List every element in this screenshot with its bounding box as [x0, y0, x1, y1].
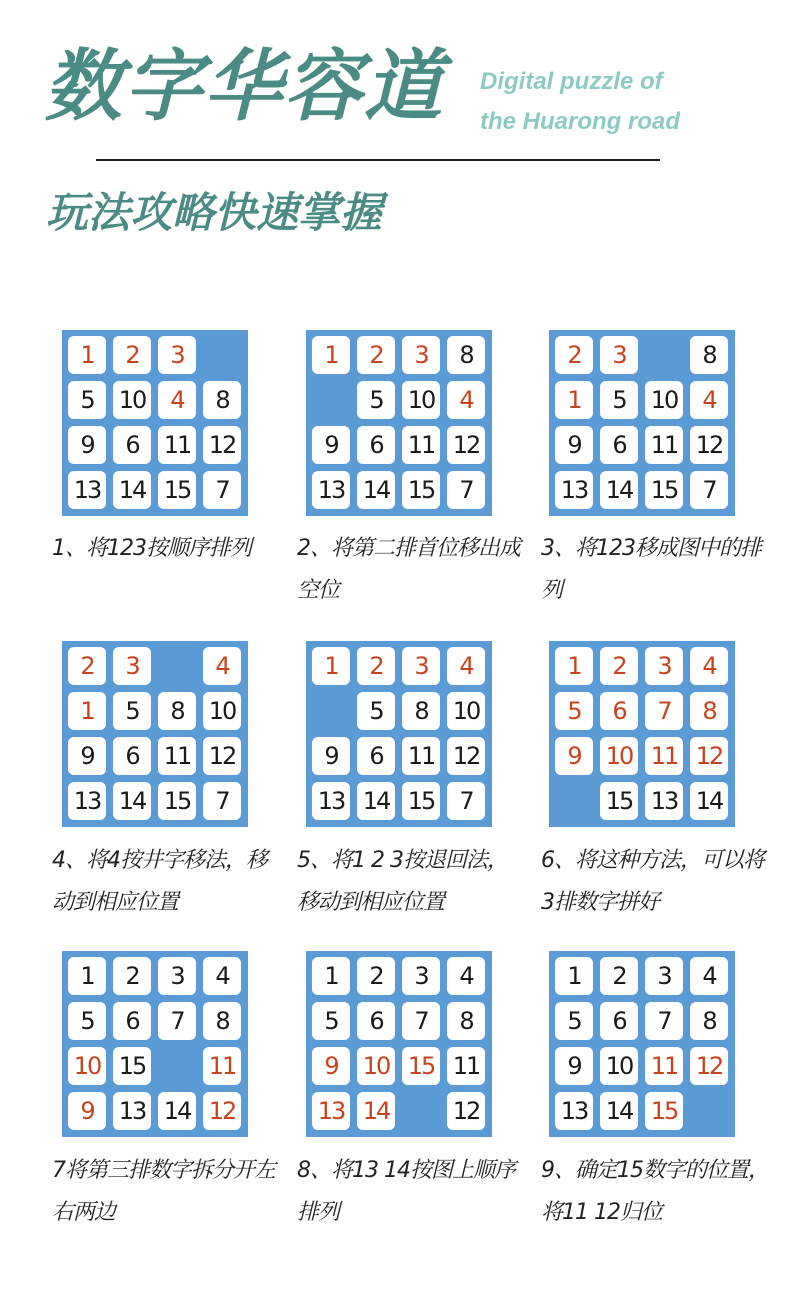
puzzle-tile: 12 — [690, 426, 728, 464]
puzzle-tile: 7 — [158, 1002, 196, 1040]
puzzle-tile: 6 — [357, 426, 395, 464]
puzzle-tile: 1 — [68, 692, 106, 730]
puzzle-tile: 9 — [312, 1047, 350, 1085]
step-caption-2: 2、将第二排首位移出成空位 — [297, 536, 520, 603]
puzzle-tile: 15 — [402, 471, 440, 509]
puzzle-tile: 4 — [158, 381, 196, 419]
puzzle-board-step-4 — [62, 641, 248, 827]
puzzle-tile: 2 — [68, 647, 106, 685]
puzzle-tile: 9 — [555, 737, 593, 775]
puzzle-tile: 10 — [600, 737, 638, 775]
puzzle-tile: 9 — [312, 737, 350, 775]
puzzle-tile: 3 — [645, 647, 683, 685]
puzzle-tile: 8 — [690, 336, 728, 374]
puzzle-tile: 3 — [402, 336, 440, 374]
step-caption-1: 1、将123按顺序排列 — [52, 536, 251, 561]
puzzle-tile: 1 — [555, 957, 593, 995]
puzzle-tile: 5 — [312, 1002, 350, 1040]
puzzle-tile: 3 — [158, 957, 196, 995]
puzzle-tile: 13 — [645, 782, 683, 820]
puzzle-board-step-8 — [306, 951, 492, 1137]
puzzle-tile: 11 — [645, 1047, 683, 1085]
puzzle-tile: 2 — [555, 336, 593, 374]
puzzle-tile: 6 — [600, 426, 638, 464]
puzzle-tile: 14 — [357, 471, 395, 509]
puzzle-tile: 12 — [690, 1047, 728, 1085]
step-caption-3: 3、将123移成图中的排列 — [541, 536, 761, 603]
puzzle-tile: 4 — [447, 647, 485, 685]
section-title: 玩法攻略快速掌握 — [46, 188, 383, 237]
puzzle-board-step-6 — [549, 641, 735, 827]
puzzle-tile: 5 — [555, 1002, 593, 1040]
step-caption-8: 8、将13 14按图上顺序排列 — [297, 1158, 515, 1225]
puzzle-tile: 1 — [68, 336, 106, 374]
puzzle-tile: 4 — [690, 381, 728, 419]
puzzle-tile: 5 — [68, 381, 106, 419]
puzzle-tile: 1 — [312, 647, 350, 685]
puzzle-tile: 8 — [690, 692, 728, 730]
puzzle-tile: 14 — [113, 471, 151, 509]
puzzle-tile: 13 — [312, 1092, 350, 1130]
puzzle-tile: 1 — [555, 647, 593, 685]
puzzle-tile: 11 — [203, 1047, 241, 1085]
puzzle-tile: 12 — [203, 426, 241, 464]
puzzle-tile: 14 — [357, 782, 395, 820]
puzzle-tile: 13 — [113, 1092, 151, 1130]
puzzle-tile: 6 — [357, 1002, 395, 1040]
puzzle-tile: 9 — [555, 1047, 593, 1085]
puzzle-tile: 4 — [690, 957, 728, 995]
puzzle-tile: 9 — [68, 1092, 106, 1130]
puzzle-tile: 5 — [555, 692, 593, 730]
puzzle-tile: 12 — [203, 1092, 241, 1130]
puzzle-tile: 13 — [555, 471, 593, 509]
puzzle-tile: 5 — [357, 692, 395, 730]
puzzle-tile: 12 — [203, 737, 241, 775]
puzzle-tile: 2 — [357, 647, 395, 685]
puzzle-tile: 3 — [113, 647, 151, 685]
puzzle-tile: 9 — [68, 737, 106, 775]
puzzle-tile: 6 — [600, 692, 638, 730]
puzzle-tile: 12 — [447, 426, 485, 464]
puzzle-tile: 15 — [600, 782, 638, 820]
puzzle-tile: 1 — [312, 957, 350, 995]
puzzle-tile: 7 — [645, 1002, 683, 1040]
puzzle-tile: 15 — [402, 782, 440, 820]
english-subtitle-line-1: Digital puzzle of — [480, 68, 663, 95]
step-caption-4: 4、将4按井字移法，移动到相应位置 — [52, 848, 267, 915]
puzzle-tile: 1 — [312, 336, 350, 374]
puzzle-tile: 14 — [600, 1092, 638, 1130]
puzzle-tile: 14 — [113, 782, 151, 820]
puzzle-tile: 5 — [600, 381, 638, 419]
puzzle-tile: 15 — [402, 1047, 440, 1085]
puzzle-tile: 10 — [645, 381, 683, 419]
puzzle-tile: 15 — [158, 782, 196, 820]
puzzle-tile: 14 — [357, 1092, 395, 1130]
puzzle-board-step-2 — [306, 330, 492, 516]
puzzle-tile: 8 — [158, 692, 196, 730]
puzzle-tile: 15 — [645, 1092, 683, 1130]
puzzle-tile: 7 — [447, 471, 485, 509]
puzzle-tile: 4 — [203, 647, 241, 685]
puzzle-tile: 10 — [447, 692, 485, 730]
puzzle-tile: 6 — [600, 1002, 638, 1040]
puzzle-tile: 2 — [357, 957, 395, 995]
puzzle-tile: 11 — [447, 1047, 485, 1085]
puzzle-tile: 2 — [113, 336, 151, 374]
puzzle-tile: 8 — [203, 1002, 241, 1040]
english-subtitle-line-2: the Huarong road — [480, 108, 681, 135]
puzzle-tile: 14 — [158, 1092, 196, 1130]
puzzle-tile: 11 — [402, 426, 440, 464]
step-caption-7: 7将第三排数字拆分开左右两边 — [52, 1158, 275, 1225]
puzzle-tile: 11 — [645, 737, 683, 775]
puzzle-tile: 13 — [312, 471, 350, 509]
puzzle-tile: 15 — [645, 471, 683, 509]
puzzle-tile: 3 — [402, 957, 440, 995]
puzzle-tile: 9 — [312, 426, 350, 464]
puzzle-tile: 3 — [158, 336, 196, 374]
page-title: 数字华容道 — [44, 42, 445, 132]
puzzle-tile: 2 — [113, 957, 151, 995]
puzzle-tile: 7 — [402, 1002, 440, 1040]
puzzle-tile: 4 — [203, 957, 241, 995]
puzzle-tile: 8 — [447, 1002, 485, 1040]
puzzle-tile: 7 — [690, 471, 728, 509]
header-divider — [96, 159, 660, 161]
puzzle-tile: 6 — [113, 426, 151, 464]
puzzle-tile: 15 — [113, 1047, 151, 1085]
puzzle-tile: 13 — [68, 782, 106, 820]
puzzle-tile: 8 — [203, 381, 241, 419]
puzzle-tile: 4 — [447, 957, 485, 995]
puzzle-tile: 10 — [402, 381, 440, 419]
puzzle-tile: 12 — [447, 1092, 485, 1130]
puzzle-tile: 7 — [645, 692, 683, 730]
step-caption-9: 9、确定15数字的位置，将11 12归位 — [541, 1158, 769, 1225]
puzzle-board-step-7 — [62, 951, 248, 1137]
puzzle-tile: 5 — [113, 692, 151, 730]
puzzle-tile: 3 — [645, 957, 683, 995]
puzzle-board-step-1 — [62, 330, 248, 516]
puzzle-tile: 10 — [203, 692, 241, 730]
puzzle-tile: 10 — [600, 1047, 638, 1085]
puzzle-tile: 7 — [203, 471, 241, 509]
puzzle-tile: 4 — [690, 647, 728, 685]
puzzle-tile: 12 — [690, 737, 728, 775]
puzzle-tile: 7 — [447, 782, 485, 820]
puzzle-tile: 8 — [447, 336, 485, 374]
puzzle-tile: 11 — [158, 426, 196, 464]
puzzle-tile: 7 — [203, 782, 241, 820]
puzzle-tile: 13 — [312, 782, 350, 820]
puzzle-tile: 14 — [690, 782, 728, 820]
puzzle-tile: 2 — [600, 957, 638, 995]
puzzle-tile: 15 — [158, 471, 196, 509]
puzzle-tile: 13 — [68, 471, 106, 509]
puzzle-board-step-5 — [306, 641, 492, 827]
puzzle-tile: 3 — [600, 336, 638, 374]
puzzle-tile: 6 — [113, 1002, 151, 1040]
puzzle-tile: 5 — [357, 381, 395, 419]
step-caption-6: 6、将这种方法，可以将3排数字拼好 — [541, 848, 764, 915]
puzzle-tile: 10 — [113, 381, 151, 419]
puzzle-tile: 8 — [690, 1002, 728, 1040]
puzzle-tile: 14 — [600, 471, 638, 509]
step-caption-5: 5、将1 2 3按退回法，移动到相应位置 — [297, 848, 508, 915]
puzzle-tile: 2 — [600, 647, 638, 685]
puzzle-tile: 2 — [357, 336, 395, 374]
puzzle-tile: 8 — [402, 692, 440, 730]
puzzle-tile: 13 — [555, 1092, 593, 1130]
puzzle-tile: 6 — [113, 737, 151, 775]
puzzle-tile: 9 — [555, 426, 593, 464]
puzzle-tile: 11 — [645, 426, 683, 464]
puzzle-tile: 9 — [68, 426, 106, 464]
puzzle-tile: 5 — [68, 1002, 106, 1040]
puzzle-tile: 6 — [357, 737, 395, 775]
puzzle-tile: 11 — [402, 737, 440, 775]
puzzle-tile: 1 — [555, 381, 593, 419]
english-subtitle — [480, 62, 680, 142]
puzzle-board-step-3 — [549, 330, 735, 516]
puzzle-tile: 4 — [447, 381, 485, 419]
puzzle-tile: 12 — [447, 737, 485, 775]
puzzle-board-step-9 — [549, 951, 735, 1137]
puzzle-tile: 10 — [357, 1047, 395, 1085]
puzzle-tile: 1 — [68, 957, 106, 995]
puzzle-tile: 11 — [158, 737, 196, 775]
puzzle-tile: 3 — [402, 647, 440, 685]
puzzle-tile: 10 — [68, 1047, 106, 1085]
